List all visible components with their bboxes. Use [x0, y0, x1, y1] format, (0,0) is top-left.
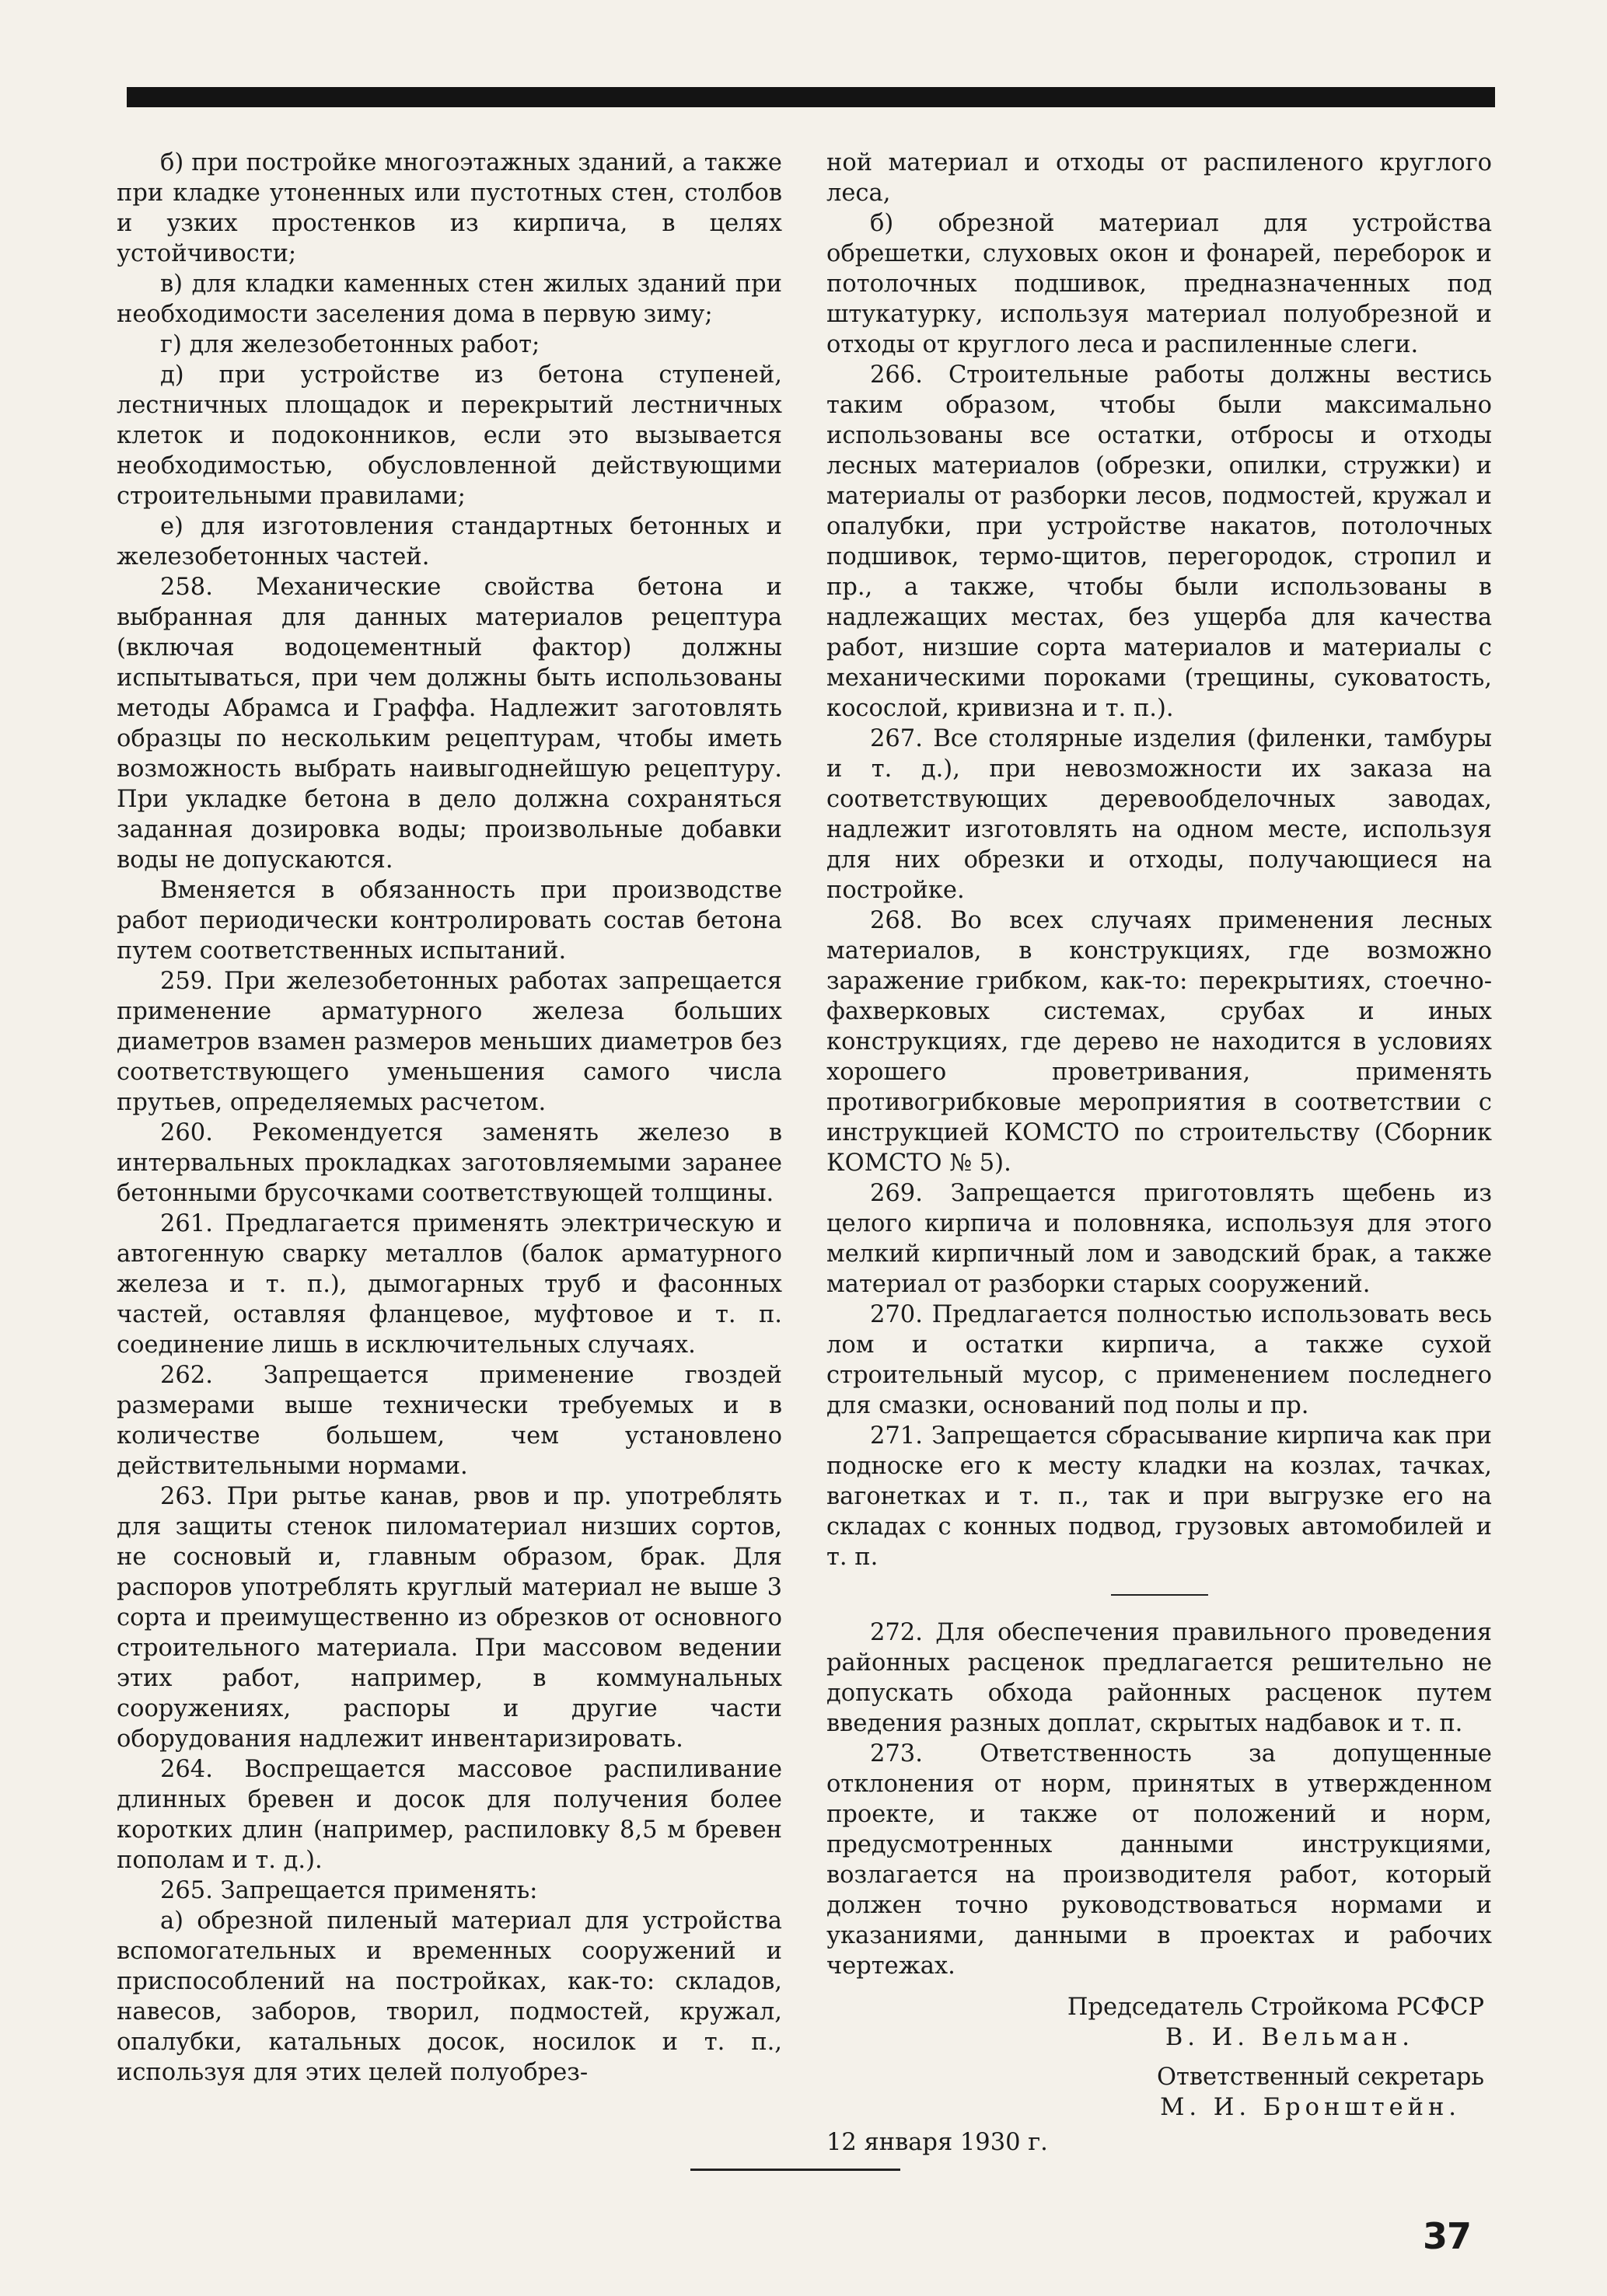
paragraph: 269. Запрещается приготовлять щебень из целого кирпича и половняка, используя для этого мелкий кирпичный лом и заводский брак, а также материал от разборки старых сооружений.: [826, 1180, 1492, 1298]
paragraph: 263. При рытье канав, рвов и пр. употреблять для защиты стенок пиломатериал низших сортов, не сосновый и, главным образом, брак. Для распоров употреблять круглый материал не выше 3 сорта и преимущественно из обрезков от основного строительного материала. При массовом ведении этих работ, например, в коммунальных сооружениях, распоры и другие части оборудования надлежит инвентаризировать.: [117, 1483, 782, 1753]
paragraph: е) для изготовления стандартных бетонных и железобетонных частей.: [117, 513, 782, 571]
paragraph: д) при устройстве из бетона ступеней, лестничных площадок и перекрытий лестничных клеток и подоконников, если это вызывается необходимостью, обусловленной действующими строительными правилами;: [117, 361, 782, 510]
paragraph: 273. Ответственность за допущенные отклонения от норм, принятых в утвержденном проекте, и также от положений и норм, предусмотренных данными инструкциями, возлагается на производителя работ, который должен точно руководствоваться нормами и указаниями, данными в проектах и рабочих чертежах.: [826, 1740, 1492, 1980]
secretary-name-text: М. И. Бронштейн.: [1160, 2094, 1461, 2121]
page-number: 37: [1423, 2215, 1472, 2257]
paragraph: в) для кладки каменных стен жилых зданий при необходимости заселения дома в первую зиму;: [117, 270, 782, 328]
paragraph: 272. Для обеспечения правильного проведения районных расценок предлагается решительно не допускать обхода районных расценок путем введения разных доплат, скрытых надбавок и т. п.: [826, 1619, 1492, 1737]
secretary-title: Ответственный секретарь: [1156, 2064, 1484, 2091]
paragraph: 259. При железобетонных работах запрещается применение арматурного железа больших диаметров взамен размеров меньших диаметров без соответствующего уменьшения самого числа прутьев, определяемых расчетом.: [117, 968, 782, 1116]
paragraph: 261. Предлагается применять электрическую и автогенную сварку металлов (балок арматурного железа и т. п.), дымогарных труб и фасонных частей, оставляя фланцевое, муфтовое и т. п. соединение лишь в исключительных случаях.: [117, 1210, 782, 1359]
paragraph: б) обрезной материал для устройства обрешетки, слуховых окон и фонарей, переборок и потолочных подшивок, предназначенных под штукатурку, используя материал полуобрезной и отходы от круглого леса и распиленные слеги.: [826, 210, 1492, 358]
left-column: [117, 148, 782, 2088]
right-column: [826, 148, 1492, 2158]
header-rule: [127, 87, 1495, 107]
chair-name: [826, 2022, 1492, 2053]
paragraph: а) обрезной пиленый материал для устройства вспомогательных и временных сооружений и приспособлений на постройках, как-то: складов, навесов, заборов, творил, подмостей, кружал, опалубки, катальных досок, носилок и т. п., используя для этих целей полуобрез-: [117, 1907, 782, 2086]
secretary-name: [826, 2092, 1492, 2123]
paragraph: 264. Воспрещается массовое распиливание длинных бревен и досок для получения более коротких длин (например, распиловку 8,5 м бревен пополам и т. д.).: [117, 1756, 782, 1874]
section-divider: [1111, 1594, 1208, 1596]
paragraph: б) при постройке многоэтажных зданий, а также при кладке утоненных или пустотных стен, столбов и узких простенков из кирпича, в целях устойчивости;: [117, 149, 782, 267]
paragraph: ной материал и отходы от распиленого круглого леса,: [826, 149, 1492, 207]
paragraph: 270. Предлагается полностью использовать весь лом и остатки кирпича, а также сухой строительный мусор, с применением последнего для смазки, оснований под полы и пр.: [826, 1301, 1492, 1419]
document-date: 12 января 1930 г.: [826, 2129, 1048, 2156]
paragraph: 260. Рекомендуется заменять железо в интервальных прокладках заготовляемыми заранее бетонными брусочками соответствующей толщины.: [117, 1119, 782, 1207]
chair-name-text: В. И. Вельман.: [1165, 2024, 1414, 2051]
paragraph: 266. Строительные работы должны вестись таким образом, чтобы были максимально использованы все остатки, отбросы и отходы лесных материалов (обрезки, опилки, стружки) и материалы от разборки лесов, подмостей, кружал и опалубки, при устройстве накатов, потолочных подшивок, термо-щитов, перегородок, стропил и пр., а также, чтобы были использованы в надлежащих местах, без ущерба для качества работ, низшие сорта материалов и материалы с механическими пороками (трещины, суковатость, косослой, кривизна и т. п.).: [826, 361, 1492, 722]
paragraph: г) для железобетонных работ;: [160, 331, 540, 358]
paragraph: Вменяется в обязанность при производстве работ периодически контролировать состав бетона путем соответственных испытаний.: [117, 877, 782, 965]
paragraph: 265. Запрещается применять:: [160, 1877, 538, 1904]
paragraph: 271. Запрещается сбрасывание кирпича как при подноске его к месту кладки на козлах, тачках, вагонетках и т. п., так и при выгрузке его на складах с конных подвод, грузовых автомобилей и т. п.: [826, 1422, 1492, 1571]
paragraph: 262. Запрещается применение гвоздей размерами выше технически требуемых и в количестве большем, чем установлено действительными нормами.: [117, 1362, 782, 1480]
signature-block: [826, 1992, 1492, 2123]
footer-rule: [690, 2169, 900, 2171]
paragraph: 268. Во всех случаях применения лесных материалов, в конструкциях, где возможно заражение грибком, как-то: перекрытиях, стоечно-фахверковых системах, срубах и иных конструкциях, где дерево не находится в условиях хорошего проветривания, применять противогрибковые мероприятия в соответствии с инструкцией КОМСТО по строительству (Сборник КОМСТО № 5).: [826, 907, 1492, 1177]
paragraph: 267. Все столярные изделия (филенки, тамбуры и т. д.), при невозможности их заказа на соответствующих деревообделочных заводах, надлежит изготовлять на одном месте, используя для них обрезки и отходы, получающиеся на постройке.: [826, 725, 1492, 904]
paragraph: 258. Механические свойства бетона и выбранная для данных материалов рецептура (включая водоцементный фактор) должны испытываться, при чем должны быть использованы методы Абрамса и Граффа. Надлежит заготовлять образцы по нескольким рецептурам, чтобы иметь возможность выбрать наивыгоднейшую рецептуру. При укладке бетона в дело должна сохраняться заданная дозировка воды; произвольные добавки воды не допускаются.: [117, 574, 782, 874]
chair-title: Председатель Стройкома РСФСР: [1067, 1994, 1484, 2021]
